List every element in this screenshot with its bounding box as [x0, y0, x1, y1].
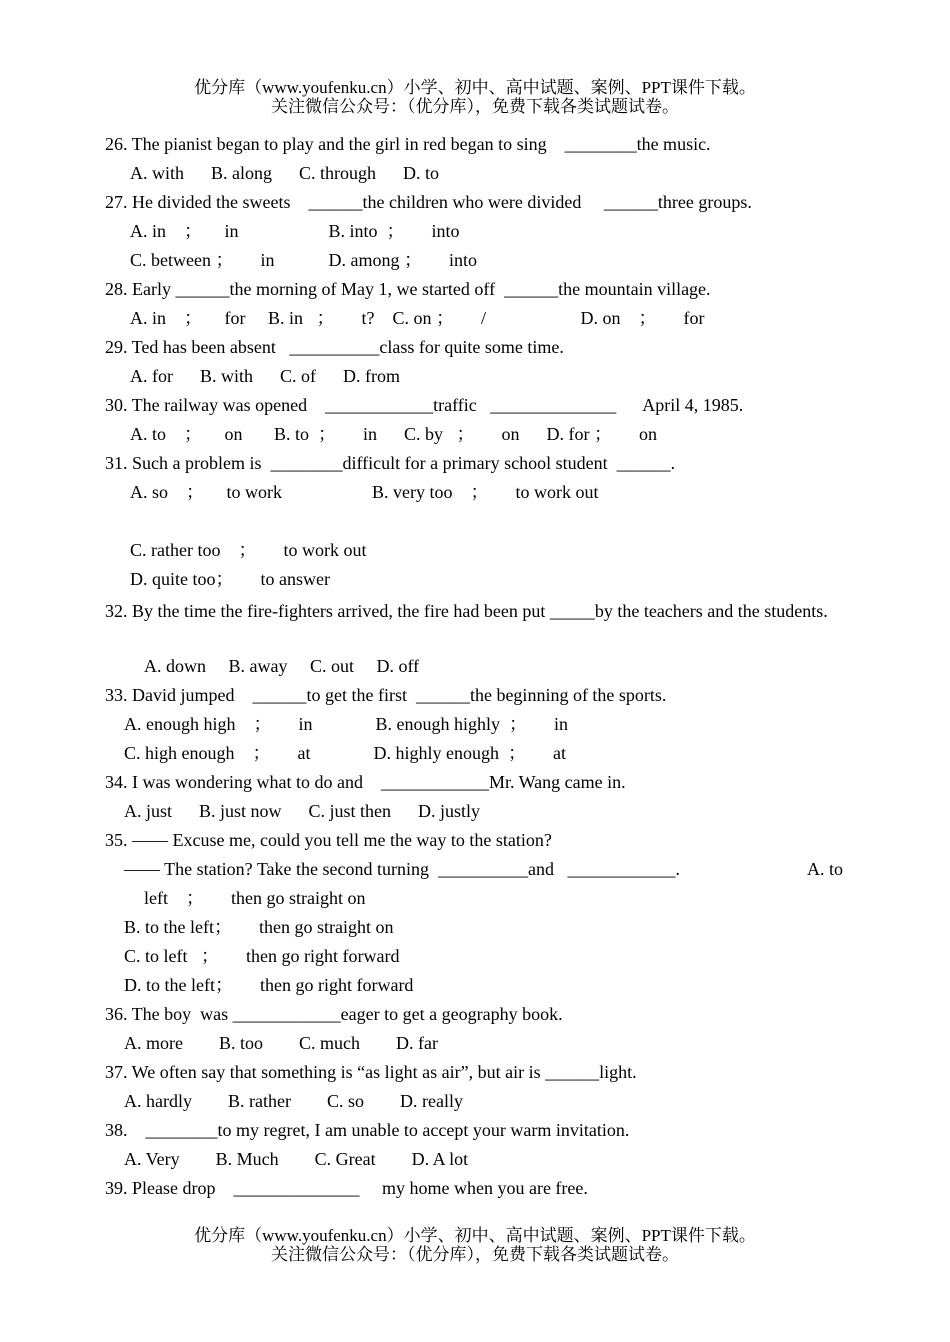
question-36-stem: 36. The boy was ____________eager to get a geography book.	[105, 1004, 563, 1024]
question-28-options: A. in ； for B. in ； t? C. on ； / D. on ； for	[130, 308, 705, 328]
question-27-stem: 27. He divided the sweets ______the children who were divided ______three groups.	[105, 192, 752, 212]
question-30-options: A. to ； on B. to ； in C. by ； on D. for ； on	[130, 424, 658, 444]
question-35-option-b: B. to the left； then go straight on	[124, 917, 394, 937]
question-26-stem: 26. The pianist began to play and the girl in red began to sing ________the music.	[105, 134, 711, 154]
question-28-stem: 28. Early ______the morning of May 1, we started off ______the mountain village.	[105, 279, 711, 299]
question-33-stem: 33. David jumped ______to get the first ______the beginning of the sports.	[105, 685, 667, 705]
question-34-options: A. just B. just now C. just then D. justly	[124, 801, 481, 821]
header-line-2: 关注微信公众号：（优分库），免费下载各类试题试卷。	[271, 97, 679, 116]
page-footer	[0, 1226, 950, 1264]
question-31-option-c: C. rather too ； to work out	[130, 540, 367, 560]
question-29-options: A. for B. with C. of D. from	[130, 366, 400, 386]
footer-line-2: 关注微信公众号：（优分库），免费下载各类试题试卷。	[271, 1245, 679, 1264]
question-27-options-cd: C. between ； in D. among ； into	[130, 250, 477, 270]
question-29-stem: 29. Ted has been absent __________class for quite some time.	[105, 337, 564, 357]
question-37-stem: 37. We often say that something is “as light as air”, but air is ______light.	[105, 1062, 637, 1082]
question-31-option-d: D. quite too； to answer	[130, 569, 330, 589]
question-32-stem: 32. By the time the fire-fighters arrived, the fire had been put _____by the teachers and the students.	[105, 601, 828, 621]
question-33-options-ab: A. enough high ； in B. enough highly ； in	[124, 714, 568, 734]
question-33-options-cd: C. high enough ； at D. highly enough ； at	[124, 743, 566, 763]
question-35-option-d: D. to the left； then go right forward	[124, 975, 414, 995]
question-32-options: A. down B. away C. out D. off	[144, 656, 420, 676]
question-36-options: A. more B. too C. much D. far	[124, 1033, 438, 1053]
question-35-stem-2: —— The station? Take the second turning __________and ____________.	[124, 859, 680, 879]
question-30-stem: 30. The railway was opened ____________traffic ______________ April 4, 1985.	[105, 395, 744, 415]
question-35-option-c: C. to left ； then go right forward	[124, 946, 400, 966]
question-37-options: A. hardly B. rather C. so D. really	[124, 1091, 463, 1111]
question-38-options: A. Very B. Much C. Great D. A lot	[124, 1149, 469, 1169]
question-35-stem-1: 35. —— Excuse me, could you tell me the way to the station?	[105, 830, 552, 850]
question-35-option-a-prefix: A. to	[807, 859, 843, 879]
page-header	[0, 78, 950, 116]
header-line-1: 优分库（www.youfenku.cn）小学、初中、高中试题、案例、PPT课件下载。	[194, 78, 756, 97]
question-35-option-a: left ； then go straight on	[144, 888, 366, 908]
question-39-stem: 39. Please drop ______________ my home when you are free.	[105, 1178, 588, 1198]
question-26-options: A. with B. along C. through D. to	[130, 163, 439, 183]
question-34-stem: 34. I was wondering what to do and ____________Mr. Wang came in.	[105, 772, 626, 792]
footer-line-1: 优分库（www.youfenku.cn）小学、初中、高中试题、案例、PPT课件下载。	[194, 1226, 756, 1245]
question-27-options-ab: A. in ； in B. into ； into	[130, 221, 460, 241]
question-31-options-ab: A. so ； to work B. very too ； to work out	[130, 482, 599, 502]
question-38-stem: 38. ________to my regret, I am unable to accept your warm invitation.	[105, 1120, 630, 1140]
question-31-stem: 31. Such a problem is ________difficult for a primary school student ______.	[105, 453, 676, 473]
